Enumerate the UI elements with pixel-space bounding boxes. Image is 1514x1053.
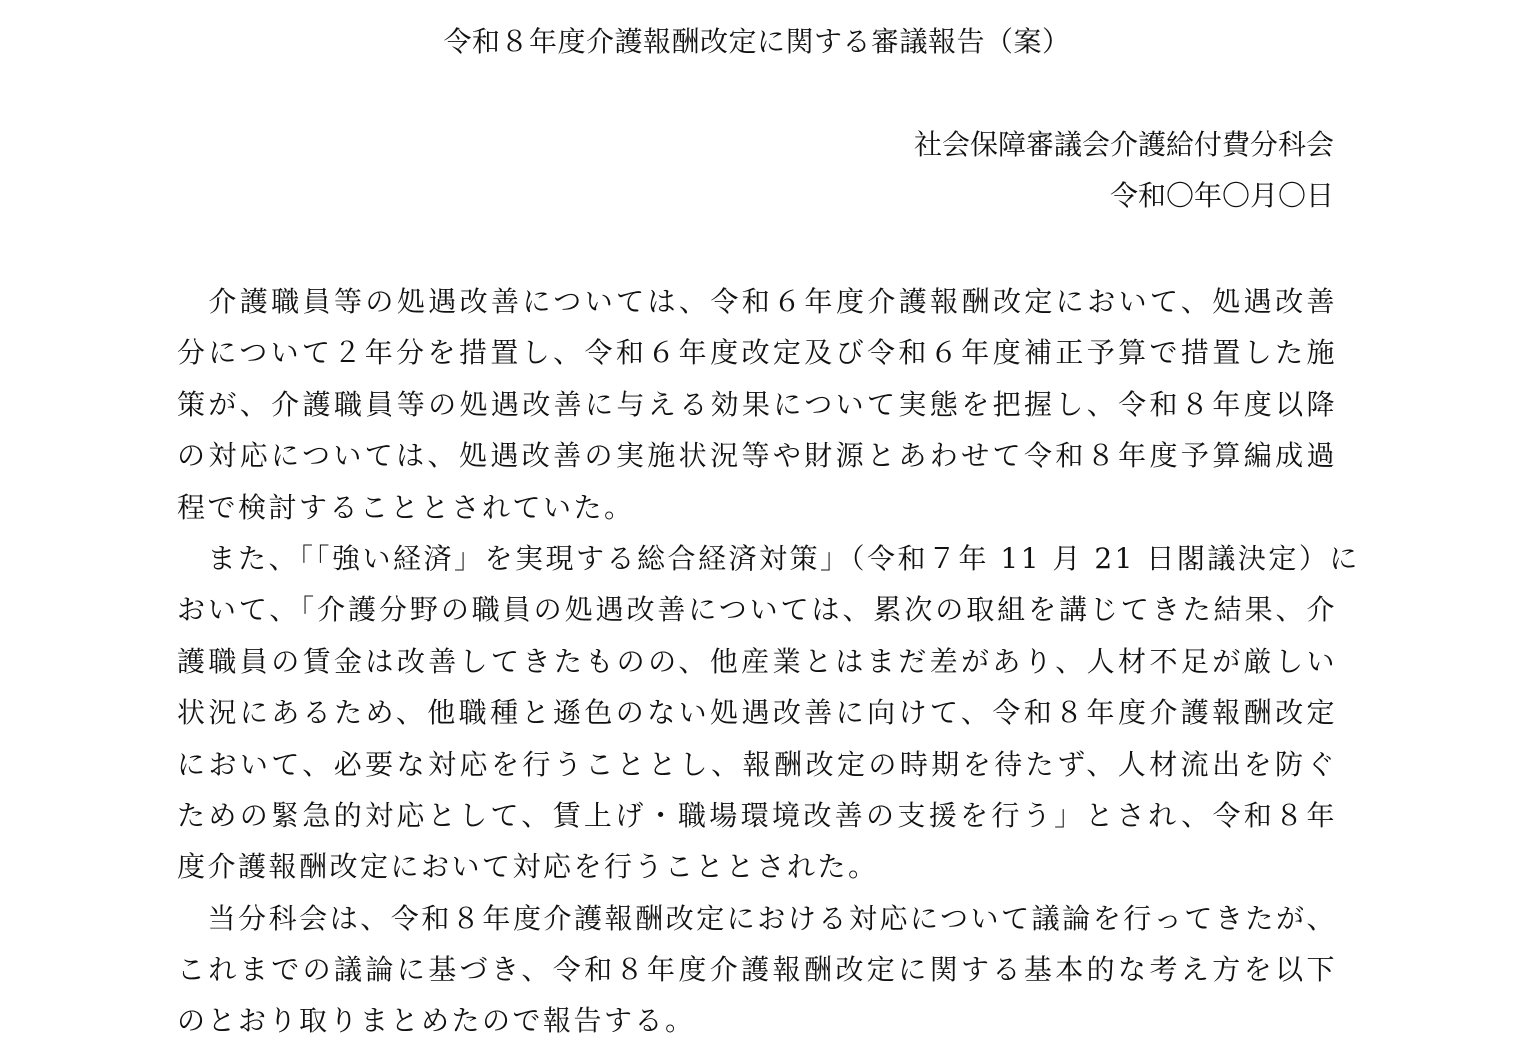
body-line: 当分科会は、令和８年度介護報酬改定における対応について議論を行ってきたが、 (177, 901, 1337, 935)
body-line: おいて、「介護分野の職員の処遇改善については、累次の取組を講じてきた結果、介 (177, 593, 1337, 627)
body-line: 護職員の賃金は改善してきたものの、他産業とはまだ差があり、人材不足が厳しい (177, 644, 1337, 678)
body-line: また、「「強い経済」を実現する総合経済対策」（令和７年 11 月 21 日閣議決定）に (177, 541, 1360, 575)
body-line: 度介護報酬改定において対応を行うこととされた。 (177, 850, 879, 884)
body-line: 分について２年分を措置し、令和６年度改定及び令和６年度補正予算で措置した施 (177, 336, 1337, 370)
document-title: 令和８年度介護報酬改定に関する審議報告（案） (443, 25, 1071, 58)
body-line: ための緊急的対応として、賃上げ・職場環境改善の支援を行う」とされ、令和８年 (177, 798, 1337, 832)
body-line: において、必要な対応を行うこととし、報酬改定の時期を待たず、人材流出を防ぐ (177, 747, 1337, 781)
document-date: 令和〇年〇月〇日 (1109, 179, 1334, 212)
body-line: 状況にあるため、他職種と遜色のない処遇改善に向けて、令和８年度介護報酬改定 (177, 696, 1337, 730)
body-line: 介護職員等の処遇改善については、令和６年度介護報酬改定において、処遇改善 (177, 285, 1337, 318)
body-line: のとおり取りまとめたので報告する。 (177, 1004, 696, 1038)
body-line: 程で検討することとされていた。 (177, 490, 635, 524)
document-body (177, 282, 1360, 1053)
organization-name: 社会保障審議会介護給付費分科会 (913, 128, 1334, 161)
body-line: これまでの議論に基づき、令和８年度介護報酬改定に関する基本的な考え方を以下 (177, 953, 1337, 987)
body-line: の対応については、処遇改善の実施状況等や財源とあわせて令和８年度予算編成過 (177, 439, 1337, 473)
body-line: 策が、介護職員等の処遇改善に与える効果について実態を把握し、令和８年度以降 (177, 387, 1337, 421)
